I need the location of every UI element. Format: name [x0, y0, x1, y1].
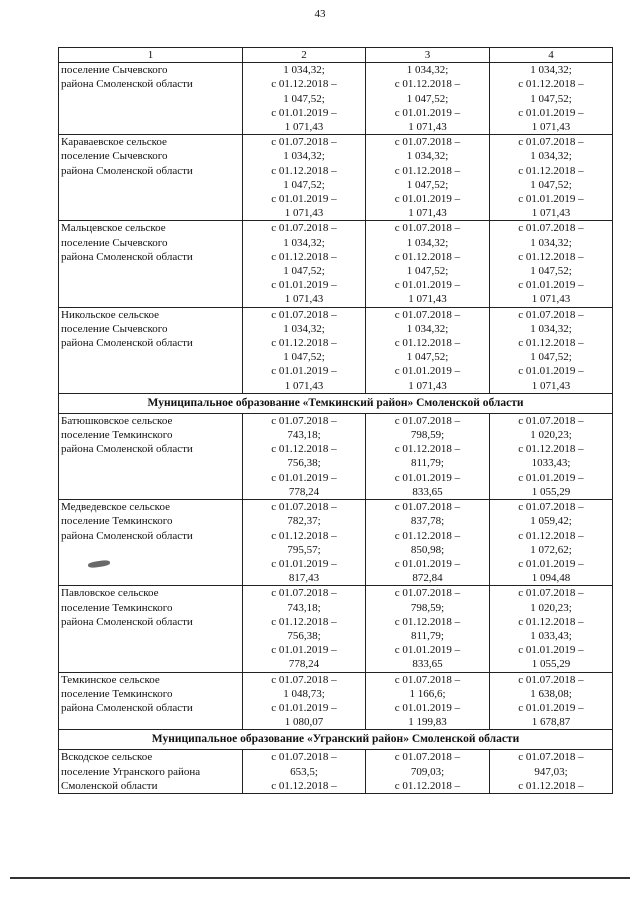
tariff-line: 1 020,23; [530, 429, 572, 442]
column-header: 2 [243, 48, 366, 63]
settlement-name-line: поселение Темкинского [61, 429, 173, 442]
tariff-line: 850,98; [410, 543, 445, 556]
tariff-line: 1 071,43 [408, 207, 447, 220]
settlement-name-cell [59, 750, 243, 794]
tariff-line: с 01.01.2019 – [518, 557, 584, 570]
tariff-cell [366, 63, 490, 135]
settlement-name-line: поселение Сычевского [61, 236, 168, 249]
tariff-cell [366, 586, 490, 672]
tariff-line: 1 034,32; [530, 322, 572, 335]
tariff-line: с 01.01.2019 – [518, 644, 584, 657]
tariff-line: 1 034,32; [530, 150, 572, 163]
tariff-line: 1 059,42; [530, 515, 572, 528]
tariff-line: 778,24 [288, 485, 320, 498]
tariff-line: 1033,43; [531, 457, 571, 470]
settlement-name-line: района Смоленской области [61, 443, 193, 456]
tariff-line: 1 047,52; [406, 351, 449, 364]
tariff-cell [490, 672, 613, 730]
tariff-cell [366, 413, 490, 499]
tariff-line: с 01.01.2019 – [394, 193, 461, 206]
tariff-line: с 01.07.2018 – [271, 751, 337, 764]
tariff-cell [366, 221, 490, 307]
settlement-name-line: поселение Темкинского [61, 515, 173, 528]
tariff-line: с 01.07.2018 – [518, 222, 584, 235]
tariff-line: 778,24 [288, 658, 320, 671]
tariff-cell [243, 413, 366, 499]
tariff-line: 1 072,62; [530, 543, 572, 556]
tariff-line: с 01.01.2019 – [394, 471, 461, 484]
tariff-line: с 01.07.2018 – [518, 587, 584, 600]
tariff-cell [490, 586, 613, 672]
tariff-cell [490, 221, 613, 307]
tariff-line: 1 055,29 [531, 658, 571, 671]
tariff-line: 1 071,43 [408, 121, 447, 134]
page-number: 43 [314, 8, 326, 20]
tariff-line: 709,03; [410, 765, 445, 778]
tariff-line: с 01.12.2018 – [394, 529, 461, 542]
settlement-name-line: поселение Сычевского [61, 322, 168, 335]
tariff-line: с 01.01.2019 – [394, 279, 461, 292]
tariff-cell [490, 63, 613, 135]
tariff-line: 1 034,32; [530, 64, 572, 77]
tariff-cell [243, 221, 366, 307]
tariff-line: 1 047,52; [283, 351, 325, 364]
table-row [59, 500, 613, 586]
tariff-line: 837,78; [410, 515, 445, 528]
tariff-line: 1 678,87 [531, 716, 571, 729]
tariff-cell [366, 307, 490, 393]
tariff-line: с 01.12.2018 – [394, 779, 461, 792]
tariff-line: с 01.07.2018 – [271, 501, 337, 514]
tariff-line: 1 048,73; [283, 687, 325, 700]
settlement-name-line: Медведевское сельское [61, 501, 170, 514]
tariff-line: 1 055,29 [531, 485, 571, 498]
tariff-line: 1 094,48 [531, 572, 571, 585]
tariff-line: 1 071,43 [408, 379, 447, 392]
tariff-line: с 01.07.2018 – [271, 673, 337, 686]
settlement-name-cell [59, 672, 243, 730]
tariff-line: с 01.01.2019 – [271, 471, 337, 484]
tariff-line: с 01.12.2018 – [518, 615, 584, 628]
tariff-cell [243, 500, 366, 586]
tariff-cell [490, 413, 613, 499]
tariff-line: с 01.01.2019 – [394, 106, 461, 119]
tariff-line: с 01.07.2018 – [394, 414, 461, 427]
tariff-line: 1 047,52; [283, 178, 325, 191]
tariff-line: с 01.07.2018 – [394, 587, 461, 600]
settlement-name-line: Караваевское сельское [61, 136, 167, 149]
tariff-line: 1 033,43; [530, 629, 572, 642]
settlement-name-line: поселение Темкинского [61, 687, 173, 700]
settlement-name-line: поселение Сычевского [61, 64, 168, 77]
section-header-row [59, 730, 613, 750]
tariff-line: с 01.01.2019 – [271, 701, 337, 714]
settlement-name-line: Мальцевское сельское [61, 222, 166, 235]
table-row [59, 586, 613, 672]
tariff-line: 1 034,32; [406, 236, 449, 249]
tariff-cell [366, 500, 490, 586]
settlement-name-line: поселение Сычевского [61, 150, 168, 163]
tariff-line: 1 071,43 [531, 293, 571, 306]
settlement-name-cell [59, 586, 243, 672]
tariff-line: 1 047,52; [530, 351, 572, 364]
tariff-line: с 01.01.2019 – [518, 365, 584, 378]
tariff-line: 1 034,32; [283, 236, 325, 249]
tariff-line: 1 034,32; [283, 322, 325, 335]
tariff-line: с 01.12.2018 – [271, 779, 337, 792]
tariff-line: с 01.01.2019 – [518, 471, 584, 484]
settlement-name-cell [59, 500, 243, 586]
tariff-line: с 01.12.2018 – [271, 164, 337, 177]
tariff-line: с 01.01.2019 – [518, 106, 584, 119]
tariff-line: 1 047,52; [530, 178, 572, 191]
tariff-line: 1 638,08; [530, 687, 572, 700]
tariff-cell [490, 500, 613, 586]
tariff-line: с 01.01.2019 – [271, 644, 337, 657]
settlement-name-cell [59, 135, 243, 221]
tariff-line: с 01.07.2018 – [518, 136, 584, 149]
table-row [59, 63, 613, 135]
settlement-name-line: Смоленской области [61, 779, 158, 792]
tariff-line: 1 166,6; [409, 687, 446, 700]
tariff-line: 1 020,23; [530, 601, 572, 614]
tariff-line: с 01.12.2018 – [518, 443, 584, 456]
tariff-line: 1 034,32; [406, 64, 449, 77]
tariff-line: с 01.12.2018 – [271, 529, 337, 542]
settlement-name-line: района Смоленской области [61, 615, 193, 628]
tariff-cell [243, 63, 366, 135]
settlement-name-line: Вскодское сельское [61, 751, 153, 764]
tariff-line: 1 047,52; [530, 265, 572, 278]
settlement-name-cell [59, 63, 243, 135]
tariff-line: с 01.07.2018 – [271, 587, 337, 600]
settlement-name-line: Батюшковское сельское [61, 414, 173, 427]
table-row [59, 307, 613, 393]
tariff-line: 782,37; [287, 515, 321, 528]
tariff-line: с 01.07.2018 – [271, 222, 337, 235]
tariff-line: с 01.01.2019 – [271, 106, 337, 119]
tariff-line: с 01.12.2018 – [271, 250, 337, 263]
tariff-line: с 01.12.2018 – [271, 337, 337, 350]
tariff-line: с 01.01.2019 – [271, 365, 337, 378]
tariff-line: 743,18; [287, 429, 321, 442]
tariff-line: 817,43 [288, 572, 320, 585]
tariff-line: с 01.12.2018 – [271, 443, 337, 456]
tariff-line: 756,38; [287, 457, 321, 470]
table-row [59, 135, 613, 221]
tariff-line: с 01.07.2018 – [394, 501, 461, 514]
settlement-name-line: Темкинское сельское [61, 673, 160, 686]
tariff-line: с 01.12.2018 – [518, 779, 584, 792]
tariff-line: 1 047,52; [406, 265, 449, 278]
settlement-name-line: поселение Темкинского [61, 601, 173, 614]
section-title: Муниципальное образование «Угранский район» Смоленской области [59, 730, 613, 750]
tariff-line: 1 071,43 [408, 293, 447, 306]
section-title: Муниципальное образование «Темкинский район» Смоленской области [59, 393, 613, 413]
tariff-line: с 01.01.2019 – [518, 193, 584, 206]
tariff-line: 1 071,43 [531, 207, 571, 220]
tariff-line: с 01.07.2018 – [394, 751, 461, 764]
tariff-line: с 01.01.2019 – [394, 557, 461, 570]
tariff-line: 798,59; [410, 601, 445, 614]
tariff-line: 872,84 [412, 572, 443, 585]
tariff-line: с 01.07.2018 – [394, 673, 461, 686]
bottom-rule [10, 877, 630, 879]
tariff-cell [243, 135, 366, 221]
table-row [59, 221, 613, 307]
tariff-line: 833,65 [412, 485, 443, 498]
section-header-row [59, 393, 613, 413]
tariff-line: с 01.12.2018 – [394, 443, 461, 456]
tariff-line: с 01.12.2018 – [518, 250, 584, 263]
tariff-cell [243, 307, 366, 393]
tariff-line: с 01.12.2018 – [518, 164, 584, 177]
tariff-line: 798,59; [410, 429, 445, 442]
tariff-line: 1 071,43 [284, 379, 324, 392]
tariff-line: с 01.07.2018 – [394, 308, 461, 321]
settlement-name-cell [59, 221, 243, 307]
tariff-line: с 01.12.2018 – [518, 337, 584, 350]
tariff-line: с 01.07.2018 – [271, 308, 337, 321]
tariff-line: с 01.12.2018 – [271, 78, 337, 91]
tariff-line: с 01.07.2018 – [518, 501, 584, 514]
tariff-line: с 01.07.2018 – [518, 751, 584, 764]
tariff-line: 1 047,52; [406, 178, 449, 191]
tariff-line: 1 071,43 [531, 121, 571, 134]
tariff-cell [490, 307, 613, 393]
tariff-line: с 01.01.2019 – [518, 701, 584, 714]
tariff-line: 1 047,52; [406, 92, 449, 105]
tariff-line: с 01.01.2019 – [271, 193, 337, 206]
tariff-line: с 01.07.2018 – [271, 136, 337, 149]
settlement-name-line: Никольское сельское [61, 308, 160, 321]
table-row [59, 750, 613, 794]
tariff-line: с 01.01.2019 – [518, 279, 584, 292]
column-header: 1 [59, 48, 243, 63]
tariff-line: с 01.07.2018 – [394, 222, 461, 235]
tariff-line: 811,79; [411, 629, 444, 642]
tariff-line: 1 071,43 [284, 207, 324, 220]
table-body [59, 63, 613, 794]
tariff-line: 1 071,43 [531, 379, 571, 392]
tariff-line: с 01.12.2018 – [394, 337, 461, 350]
tariff-line: с 01.07.2018 – [271, 414, 337, 427]
tariff-line: с 01.01.2019 – [271, 279, 337, 292]
settlement-name-line: района Смоленской области [61, 78, 193, 91]
tariff-line: 1 199,83 [408, 716, 447, 729]
tariff-line: с 01.07.2018 – [518, 414, 584, 427]
settlement-name-cell [59, 413, 243, 499]
tariff-line: с 01.12.2018 – [394, 164, 461, 177]
tariff-cell [490, 750, 613, 794]
tariff-cell [366, 750, 490, 794]
tariff-line: с 01.12.2018 – [394, 250, 461, 263]
tariff-cell [490, 135, 613, 221]
tariff-line: 1 047,52; [283, 265, 325, 278]
settlement-name-line: района Смоленской области [61, 337, 193, 350]
tariff-line: 653,5; [290, 765, 318, 778]
tariff-line: с 01.01.2019 – [394, 701, 461, 714]
settlement-name-cell [59, 307, 243, 393]
tariff-line: 795,57; [287, 543, 321, 556]
tariff-line: 1 080,07 [284, 716, 324, 729]
tariff-line: 1 034,32; [406, 150, 449, 163]
tariff-line: 756,38; [287, 629, 321, 642]
tariff-table [58, 47, 613, 794]
tariff-line: 1 034,32; [283, 150, 325, 163]
tariff-line: с 01.12.2018 – [394, 78, 461, 91]
tariff-line: с 01.12.2018 – [271, 615, 337, 628]
tariff-line: с 01.07.2018 – [518, 308, 584, 321]
tariff-line: 1 047,52; [283, 92, 325, 105]
tariff-line: с 01.12.2018 – [518, 529, 584, 542]
column-header: 3 [366, 48, 490, 63]
tariff-line: с 01.01.2019 – [394, 644, 461, 657]
tariff-line: 1 034,32; [406, 322, 449, 335]
tariff-line: с 01.12.2018 – [394, 615, 461, 628]
settlement-name-line: района Смоленской области [61, 701, 193, 714]
settlement-name-line: Павловское сельское [61, 587, 159, 600]
table-row [59, 413, 613, 499]
tariff-line: 1 047,52; [530, 92, 572, 105]
tariff-cell [243, 586, 366, 672]
tariff-line: 1 034,32; [283, 64, 325, 77]
settlement-name-line: поселение Угранского района [61, 765, 201, 778]
column-header: 4 [490, 48, 613, 63]
tariff-line: 833,65 [412, 658, 443, 671]
tariff-cell [243, 750, 366, 794]
tariff-line: с 01.01.2019 – [271, 557, 337, 570]
tariff-line: с 01.07.2018 – [394, 136, 461, 149]
settlement-name-line: района Смоленской области [61, 250, 193, 263]
tariff-cell [243, 672, 366, 730]
settlement-name-line: района Смоленской области [61, 529, 193, 542]
tariff-line: с 01.12.2018 – [518, 78, 584, 91]
table-header-row [59, 48, 613, 63]
tariff-line: 811,79; [411, 457, 444, 470]
settlement-name-line: района Смоленской области [61, 164, 193, 177]
tariff-line: 743,18; [287, 601, 321, 614]
tariff-line: 1 071,43 [284, 121, 324, 134]
tariff-cell [366, 135, 490, 221]
tariff-line: с 01.01.2019 – [394, 365, 461, 378]
tariff-line: 947,03; [534, 765, 568, 778]
tariff-line: с 01.07.2018 – [518, 673, 584, 686]
tariff-line: 1 071,43 [284, 293, 324, 306]
tariff-line: 1 034,32; [530, 236, 572, 249]
table-row [59, 672, 613, 730]
tariff-cell [366, 672, 490, 730]
